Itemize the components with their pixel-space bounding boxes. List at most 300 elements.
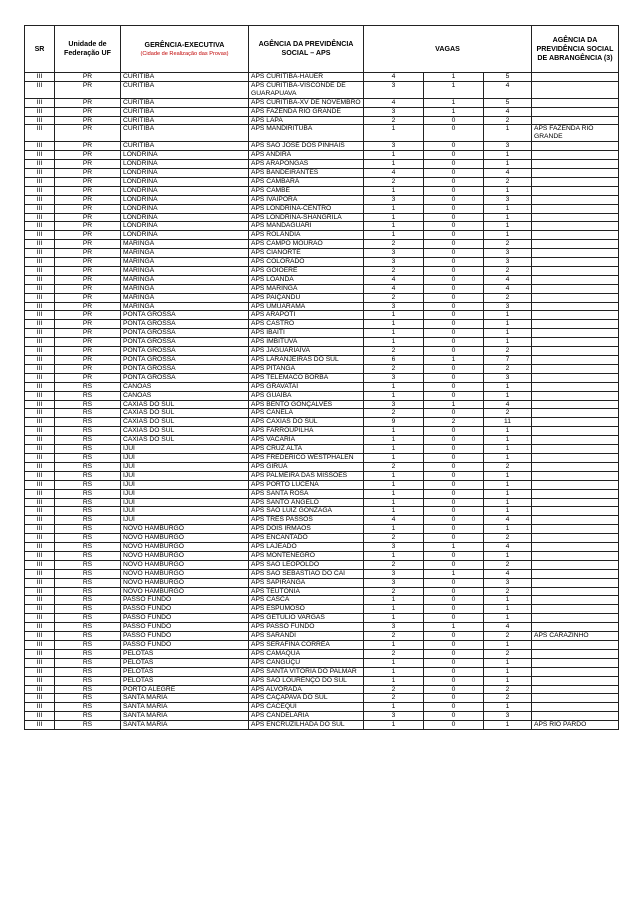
cell-vagas-total: 4 <box>484 284 532 293</box>
cell-sr: III <box>25 427 55 436</box>
cell-uf: RS <box>55 489 121 498</box>
cell-vagas-a: 1 <box>364 338 424 347</box>
cell-sr: III <box>25 266 55 275</box>
cell-uf: PR <box>55 222 121 231</box>
cell-abrangencia <box>532 204 619 213</box>
cell-vagas-b: 1 <box>424 569 484 578</box>
cell-sr: III <box>25 436 55 445</box>
table-row <box>25 391 619 400</box>
cell-aps: APS SERAFINA CORRÊA <box>249 641 364 650</box>
cell-vagas-b: 0 <box>424 462 484 471</box>
cell-uf: RS <box>55 551 121 560</box>
cell-vagas-a: 1 <box>364 614 424 623</box>
cell-vagas-total: 3 <box>484 258 532 267</box>
cell-aps: APS CURITIBA-HAUER <box>249 73 364 82</box>
cell-vagas-a: 3 <box>364 400 424 409</box>
cell-abrangencia <box>532 498 619 507</box>
cell-vagas-a: 1 <box>364 231 424 240</box>
cell-uf: RS <box>55 694 121 703</box>
cell-aps: APS LONDRINA-CENTRO <box>249 204 364 213</box>
cell-gerencia: CAXIAS DO SUL <box>121 418 249 427</box>
cell-sr: III <box>25 632 55 641</box>
table-row <box>25 151 619 160</box>
cell-gerencia: PONTA GROSSA <box>121 347 249 356</box>
cell-vagas-b: 0 <box>424 596 484 605</box>
cell-vagas-b: 0 <box>424 409 484 418</box>
cell-uf: PR <box>55 364 121 373</box>
cell-aps: APS SÃO LEOPOLDO <box>249 560 364 569</box>
cell-vagas-b: 1 <box>424 623 484 632</box>
cell-aps: APS LARANJEIRAS DO SUL <box>249 356 364 365</box>
cell-uf: PR <box>55 142 121 151</box>
table-row <box>25 525 619 534</box>
cell-abrangencia <box>532 685 619 694</box>
cell-uf: RS <box>55 587 121 596</box>
cell-sr: III <box>25 445 55 454</box>
cell-uf: PR <box>55 266 121 275</box>
cell-uf: PR <box>55 231 121 240</box>
cell-aps: APS JAGUARIAÍVA <box>249 347 364 356</box>
cell-sr: III <box>25 186 55 195</box>
cell-aps: APS GOIOERÊ <box>249 266 364 275</box>
cell-sr: III <box>25 195 55 204</box>
header-uf: Unidade de Federação UF <box>55 26 121 73</box>
cell-vagas-total: 1 <box>484 551 532 560</box>
cell-vagas-total: 1 <box>484 641 532 650</box>
cell-vagas-a: 2 <box>364 364 424 373</box>
cell-vagas-a: 1 <box>364 222 424 231</box>
cell-abrangencia <box>532 356 619 365</box>
cell-gerencia: NOVO HAMBURGO <box>121 551 249 560</box>
cell-aps: APS ESPUMOSO <box>249 605 364 614</box>
cell-aps: APS IBAITI <box>249 329 364 338</box>
cell-aps: APS CAMAQUÃ <box>249 649 364 658</box>
cell-abrangencia <box>532 231 619 240</box>
cell-vagas-b: 1 <box>424 107 484 116</box>
cell-abrangencia <box>532 302 619 311</box>
cell-gerencia: LONDRINA <box>121 186 249 195</box>
table-row <box>25 578 619 587</box>
cell-abrangencia <box>532 427 619 436</box>
cell-vagas-a: 4 <box>364 98 424 107</box>
cell-uf: RS <box>55 498 121 507</box>
cell-gerencia: IJUÍ <box>121 480 249 489</box>
cell-vagas-total: 1 <box>484 311 532 320</box>
cell-sr: III <box>25 81 55 98</box>
cell-vagas-b: 0 <box>424 151 484 160</box>
cell-uf: RS <box>55 418 121 427</box>
table-row <box>25 623 619 632</box>
cell-sr: III <box>25 400 55 409</box>
cell-abrangencia <box>532 471 619 480</box>
cell-vagas-a: 1 <box>364 471 424 480</box>
cell-sr: III <box>25 578 55 587</box>
cell-vagas-b: 0 <box>424 471 484 480</box>
cell-aps: APS MANDIRITUBA <box>249 125 364 142</box>
cell-aps: APS MANDAGUARI <box>249 222 364 231</box>
cell-uf: RS <box>55 676 121 685</box>
cell-vagas-total: 1 <box>484 525 532 534</box>
cell-vagas-a: 1 <box>364 445 424 454</box>
cell-vagas-total: 2 <box>484 587 532 596</box>
cell-aps: APS GIRUÁ <box>249 462 364 471</box>
cell-abrangencia <box>532 418 619 427</box>
table-row <box>25 320 619 329</box>
cell-vagas-total: 1 <box>484 427 532 436</box>
cell-vagas-a: 3 <box>364 81 424 98</box>
cell-sr: III <box>25 667 55 676</box>
cell-abrangencia: APS FAZENDA RIO GRANDE <box>532 125 619 142</box>
cell-uf: PR <box>55 168 121 177</box>
cell-abrangencia <box>532 605 619 614</box>
table-row <box>25 685 619 694</box>
cell-vagas-total: 1 <box>484 507 532 516</box>
cell-vagas-total: 2 <box>484 534 532 543</box>
cell-sr: III <box>25 534 55 543</box>
cell-vagas-total: 2 <box>484 462 532 471</box>
cell-uf: RS <box>55 560 121 569</box>
cell-sr: III <box>25 320 55 329</box>
cell-sr: III <box>25 605 55 614</box>
cell-sr: III <box>25 694 55 703</box>
cell-vagas-b: 0 <box>424 507 484 516</box>
cell-vagas-b: 0 <box>424 534 484 543</box>
cell-gerencia: IJUÍ <box>121 498 249 507</box>
cell-vagas-total: 2 <box>484 116 532 125</box>
cell-vagas-total: 2 <box>484 347 532 356</box>
cell-abrangencia <box>532 98 619 107</box>
table-row <box>25 462 619 471</box>
table-row <box>25 471 619 480</box>
cell-vagas-b: 0 <box>424 694 484 703</box>
cell-aps: APS SANTA VITÓRIA DO PALMAR <box>249 667 364 676</box>
cell-gerencia: NOVO HAMBURGO <box>121 534 249 543</box>
cell-sr: III <box>25 507 55 516</box>
table-row <box>25 284 619 293</box>
cell-gerencia: PELOTAS <box>121 676 249 685</box>
cell-vagas-a: 1 <box>364 525 424 534</box>
cell-sr: III <box>25 480 55 489</box>
cell-vagas-total: 1 <box>484 320 532 329</box>
cell-gerencia: LONDRINA <box>121 213 249 222</box>
cell-gerencia: CAXIAS DO SUL <box>121 427 249 436</box>
cell-vagas-b: 0 <box>424 293 484 302</box>
cell-vagas-b: 0 <box>424 578 484 587</box>
cell-vagas-total: 1 <box>484 605 532 614</box>
cell-vagas-total: 3 <box>484 249 532 258</box>
cell-vagas-b: 0 <box>424 703 484 712</box>
cell-uf: RS <box>55 409 121 418</box>
cell-sr: III <box>25 116 55 125</box>
cell-vagas-b: 1 <box>424 543 484 552</box>
cell-uf: RS <box>55 462 121 471</box>
cell-uf: RS <box>55 382 121 391</box>
cell-sr: III <box>25 721 55 730</box>
cell-gerencia: CURITIBA <box>121 142 249 151</box>
cell-vagas-a: 2 <box>364 266 424 275</box>
cell-vagas-b: 0 <box>424 587 484 596</box>
cell-gerencia: PASSO FUNDO <box>121 623 249 632</box>
table-row <box>25 329 619 338</box>
cell-abrangencia <box>532 578 619 587</box>
cell-vagas-total: 3 <box>484 302 532 311</box>
cell-sr: III <box>25 329 55 338</box>
cell-vagas-total: 1 <box>484 222 532 231</box>
cell-uf: RS <box>55 534 121 543</box>
cell-gerencia: PONTA GROSSA <box>121 329 249 338</box>
cell-gerencia: PASSO FUNDO <box>121 614 249 623</box>
cell-uf: RS <box>55 596 121 605</box>
cell-aps: APS ROLÂNDIA <box>249 231 364 240</box>
cell-gerencia: LONDRINA <box>121 160 249 169</box>
cell-vagas-total: 5 <box>484 73 532 82</box>
cell-abrangencia <box>532 382 619 391</box>
cell-vagas-total: 4 <box>484 543 532 552</box>
cell-vagas-total: 3 <box>484 578 532 587</box>
cell-sr: III <box>25 525 55 534</box>
cell-uf: RS <box>55 453 121 462</box>
cell-abrangencia <box>532 694 619 703</box>
cell-uf: PR <box>55 107 121 116</box>
cell-sr: III <box>25 551 55 560</box>
cell-vagas-b: 0 <box>424 685 484 694</box>
cell-uf: RS <box>55 436 121 445</box>
cell-gerencia: LONDRINA <box>121 151 249 160</box>
cell-uf: PR <box>55 81 121 98</box>
cell-vagas-a: 1 <box>364 453 424 462</box>
cell-aps: APS PASSO FUNDO <box>249 623 364 632</box>
cell-gerencia: MARINGÁ <box>121 258 249 267</box>
cell-abrangencia <box>532 516 619 525</box>
cell-vagas-a: 1 <box>364 436 424 445</box>
cell-aps: APS FAZENDA RIO GRANDE <box>249 107 364 116</box>
cell-aps: APS SÃO LOURENÇO DO SUL <box>249 676 364 685</box>
cell-gerencia: CAXIAS DO SUL <box>121 436 249 445</box>
cell-vagas-total: 1 <box>484 186 532 195</box>
cell-uf: RS <box>55 569 121 578</box>
cell-aps: APS TRÊS PASSOS <box>249 516 364 525</box>
cell-gerencia: LONDRINA <box>121 222 249 231</box>
cell-vagas-a: 1 <box>364 320 424 329</box>
cell-abrangencia <box>532 436 619 445</box>
cell-uf: PR <box>55 356 121 365</box>
cell-gerencia: IJUÍ <box>121 471 249 480</box>
cell-vagas-a: 1 <box>364 658 424 667</box>
cell-sr: III <box>25 293 55 302</box>
cell-abrangencia <box>532 258 619 267</box>
cell-gerencia: NOVO HAMBURGO <box>121 569 249 578</box>
cell-vagas-a: 3 <box>364 578 424 587</box>
cell-vagas-total: 1 <box>484 703 532 712</box>
cell-gerencia: CURITIBA <box>121 107 249 116</box>
cell-aps: APS CAÇAPAVA DO SUL <box>249 694 364 703</box>
header-gerencia-label: GERÊNCIA-EXECUTIVA <box>144 40 225 49</box>
cell-vagas-a: 1 <box>364 703 424 712</box>
cell-vagas-total: 4 <box>484 623 532 632</box>
table-row <box>25 445 619 454</box>
cell-vagas-b: 0 <box>424 204 484 213</box>
cell-sr: III <box>25 364 55 373</box>
cell-abrangencia <box>532 151 619 160</box>
cell-uf: PR <box>55 98 121 107</box>
table-row <box>25 614 619 623</box>
cell-abrangencia <box>532 712 619 721</box>
cell-aps: APS MONTENEGRO <box>249 551 364 560</box>
cell-gerencia: PELOTAS <box>121 658 249 667</box>
table-body <box>25 73 619 730</box>
table-row <box>25 712 619 721</box>
cell-sr: III <box>25 471 55 480</box>
cell-uf: RS <box>55 507 121 516</box>
cell-abrangencia <box>532 73 619 82</box>
cell-sr: III <box>25 222 55 231</box>
cell-vagas-a: 1 <box>364 489 424 498</box>
cell-abrangencia <box>532 222 619 231</box>
header-sr: SR <box>25 26 55 73</box>
cell-sr: III <box>25 587 55 596</box>
cell-abrangencia <box>532 587 619 596</box>
cell-vagas-total: 4 <box>484 400 532 409</box>
cell-gerencia: MARINGÁ <box>121 302 249 311</box>
cell-vagas-b: 0 <box>424 240 484 249</box>
cell-aps: APS FARROUPILHA <box>249 427 364 436</box>
cell-abrangencia: APS CARAZINHO <box>532 632 619 641</box>
cell-vagas-a: 1 <box>364 480 424 489</box>
cell-gerencia: CURITIBA <box>121 73 249 82</box>
cell-aps: APS SANTA ROSA <box>249 489 364 498</box>
cell-aps: APS LAPA <box>249 116 364 125</box>
cell-sr: III <box>25 338 55 347</box>
cell-gerencia: PORTO ALEGRE <box>121 685 249 694</box>
cell-uf: PR <box>55 258 121 267</box>
cell-vagas-b: 0 <box>424 329 484 338</box>
cell-uf: RS <box>55 578 121 587</box>
cell-aps: APS LONDRINA-SHANGRILÁ <box>249 213 364 222</box>
header-aps: AGÊNCIA DA PREVIDÊNCIA SOCIAL – APS <box>249 26 364 73</box>
cell-vagas-total: 1 <box>484 338 532 347</box>
cell-uf: RS <box>55 543 121 552</box>
cell-uf: PR <box>55 249 121 258</box>
cell-vagas-b: 0 <box>424 302 484 311</box>
table-row <box>25 489 619 498</box>
table-row <box>25 213 619 222</box>
cell-aps: APS FREDERICO WESTPHALEN <box>249 453 364 462</box>
table-row <box>25 721 619 730</box>
cell-gerencia: IJUÍ <box>121 462 249 471</box>
vacancies-table <box>24 25 619 730</box>
table-row <box>25 400 619 409</box>
cell-abrangencia <box>532 81 619 98</box>
cell-aps: APS GRAVATAÍ <box>249 382 364 391</box>
cell-aps: APS SÃO JOSÉ DOS PINHAIS <box>249 142 364 151</box>
cell-gerencia: CAXIAS DO SUL <box>121 409 249 418</box>
cell-aps: APS PORTO LUCENA <box>249 480 364 489</box>
cell-vagas-b: 0 <box>424 489 484 498</box>
cell-aps: APS SANTO ÂNGELO <box>249 498 364 507</box>
cell-abrangencia <box>532 462 619 471</box>
cell-uf: PR <box>55 151 121 160</box>
cell-vagas-b: 0 <box>424 391 484 400</box>
cell-aps: APS PITANGA <box>249 364 364 373</box>
cell-aps: APS DOIS IRMÃOS <box>249 525 364 534</box>
cell-uf: RS <box>55 400 121 409</box>
cell-aps: APS ANDIRÁ <box>249 151 364 160</box>
cell-abrangencia <box>532 116 619 125</box>
cell-aps: APS CIANORTE <box>249 249 364 258</box>
cell-vagas-b: 1 <box>424 81 484 98</box>
cell-vagas-b: 0 <box>424 712 484 721</box>
cell-vagas-total: 4 <box>484 516 532 525</box>
table-row <box>25 373 619 382</box>
cell-vagas-total: 1 <box>484 329 532 338</box>
cell-sr: III <box>25 302 55 311</box>
cell-gerencia: MARINGÁ <box>121 249 249 258</box>
cell-sr: III <box>25 73 55 82</box>
cell-sr: III <box>25 685 55 694</box>
table-row <box>25 195 619 204</box>
cell-aps: APS LAJEADO <box>249 543 364 552</box>
cell-vagas-total: 1 <box>484 125 532 142</box>
cell-abrangencia <box>532 641 619 650</box>
cell-vagas-b: 0 <box>424 632 484 641</box>
cell-gerencia: MARINGÁ <box>121 284 249 293</box>
cell-gerencia: PASSO FUNDO <box>121 641 249 650</box>
table-row <box>25 249 619 258</box>
header-abrangencia: AGÊNCIA DA PREVIDÊNCIA SOCIAL DE ABRANGÊNCIA (3) <box>532 26 619 73</box>
cell-vagas-a: 4 <box>364 73 424 82</box>
table-row <box>25 125 619 142</box>
cell-sr: III <box>25 168 55 177</box>
cell-sr: III <box>25 125 55 142</box>
table-row <box>25 703 619 712</box>
cell-abrangencia <box>532 409 619 418</box>
cell-vagas-a: 2 <box>364 462 424 471</box>
table-row <box>25 81 619 98</box>
cell-uf: PR <box>55 338 121 347</box>
cell-uf: PR <box>55 311 121 320</box>
cell-uf: PR <box>55 347 121 356</box>
table-row <box>25 418 619 427</box>
cell-abrangencia <box>532 400 619 409</box>
table-row <box>25 596 619 605</box>
cell-vagas-b: 0 <box>424 142 484 151</box>
cell-sr: III <box>25 356 55 365</box>
cell-vagas-a: 1 <box>364 125 424 142</box>
cell-vagas-total: 1 <box>484 471 532 480</box>
cell-aps: APS GUAÍBA <box>249 391 364 400</box>
cell-uf: PR <box>55 73 121 82</box>
cell-vagas-b: 0 <box>424 213 484 222</box>
cell-vagas-b: 0 <box>424 222 484 231</box>
cell-vagas-b: 0 <box>424 320 484 329</box>
cell-vagas-b: 0 <box>424 676 484 685</box>
table-row <box>25 266 619 275</box>
cell-gerencia: NOVO HAMBURGO <box>121 543 249 552</box>
table-row <box>25 107 619 116</box>
cell-aps: APS MARINGÁ <box>249 284 364 293</box>
cell-vagas-total: 2 <box>484 685 532 694</box>
cell-uf: RS <box>55 471 121 480</box>
cell-vagas-total: 1 <box>484 445 532 454</box>
cell-gerencia: MARINGÁ <box>121 293 249 302</box>
cell-uf: PR <box>55 320 121 329</box>
cell-abrangencia <box>532 543 619 552</box>
cell-sr: III <box>25 453 55 462</box>
table-row <box>25 338 619 347</box>
cell-sr: III <box>25 107 55 116</box>
cell-abrangencia <box>532 391 619 400</box>
cell-gerencia: IJUÍ <box>121 516 249 525</box>
